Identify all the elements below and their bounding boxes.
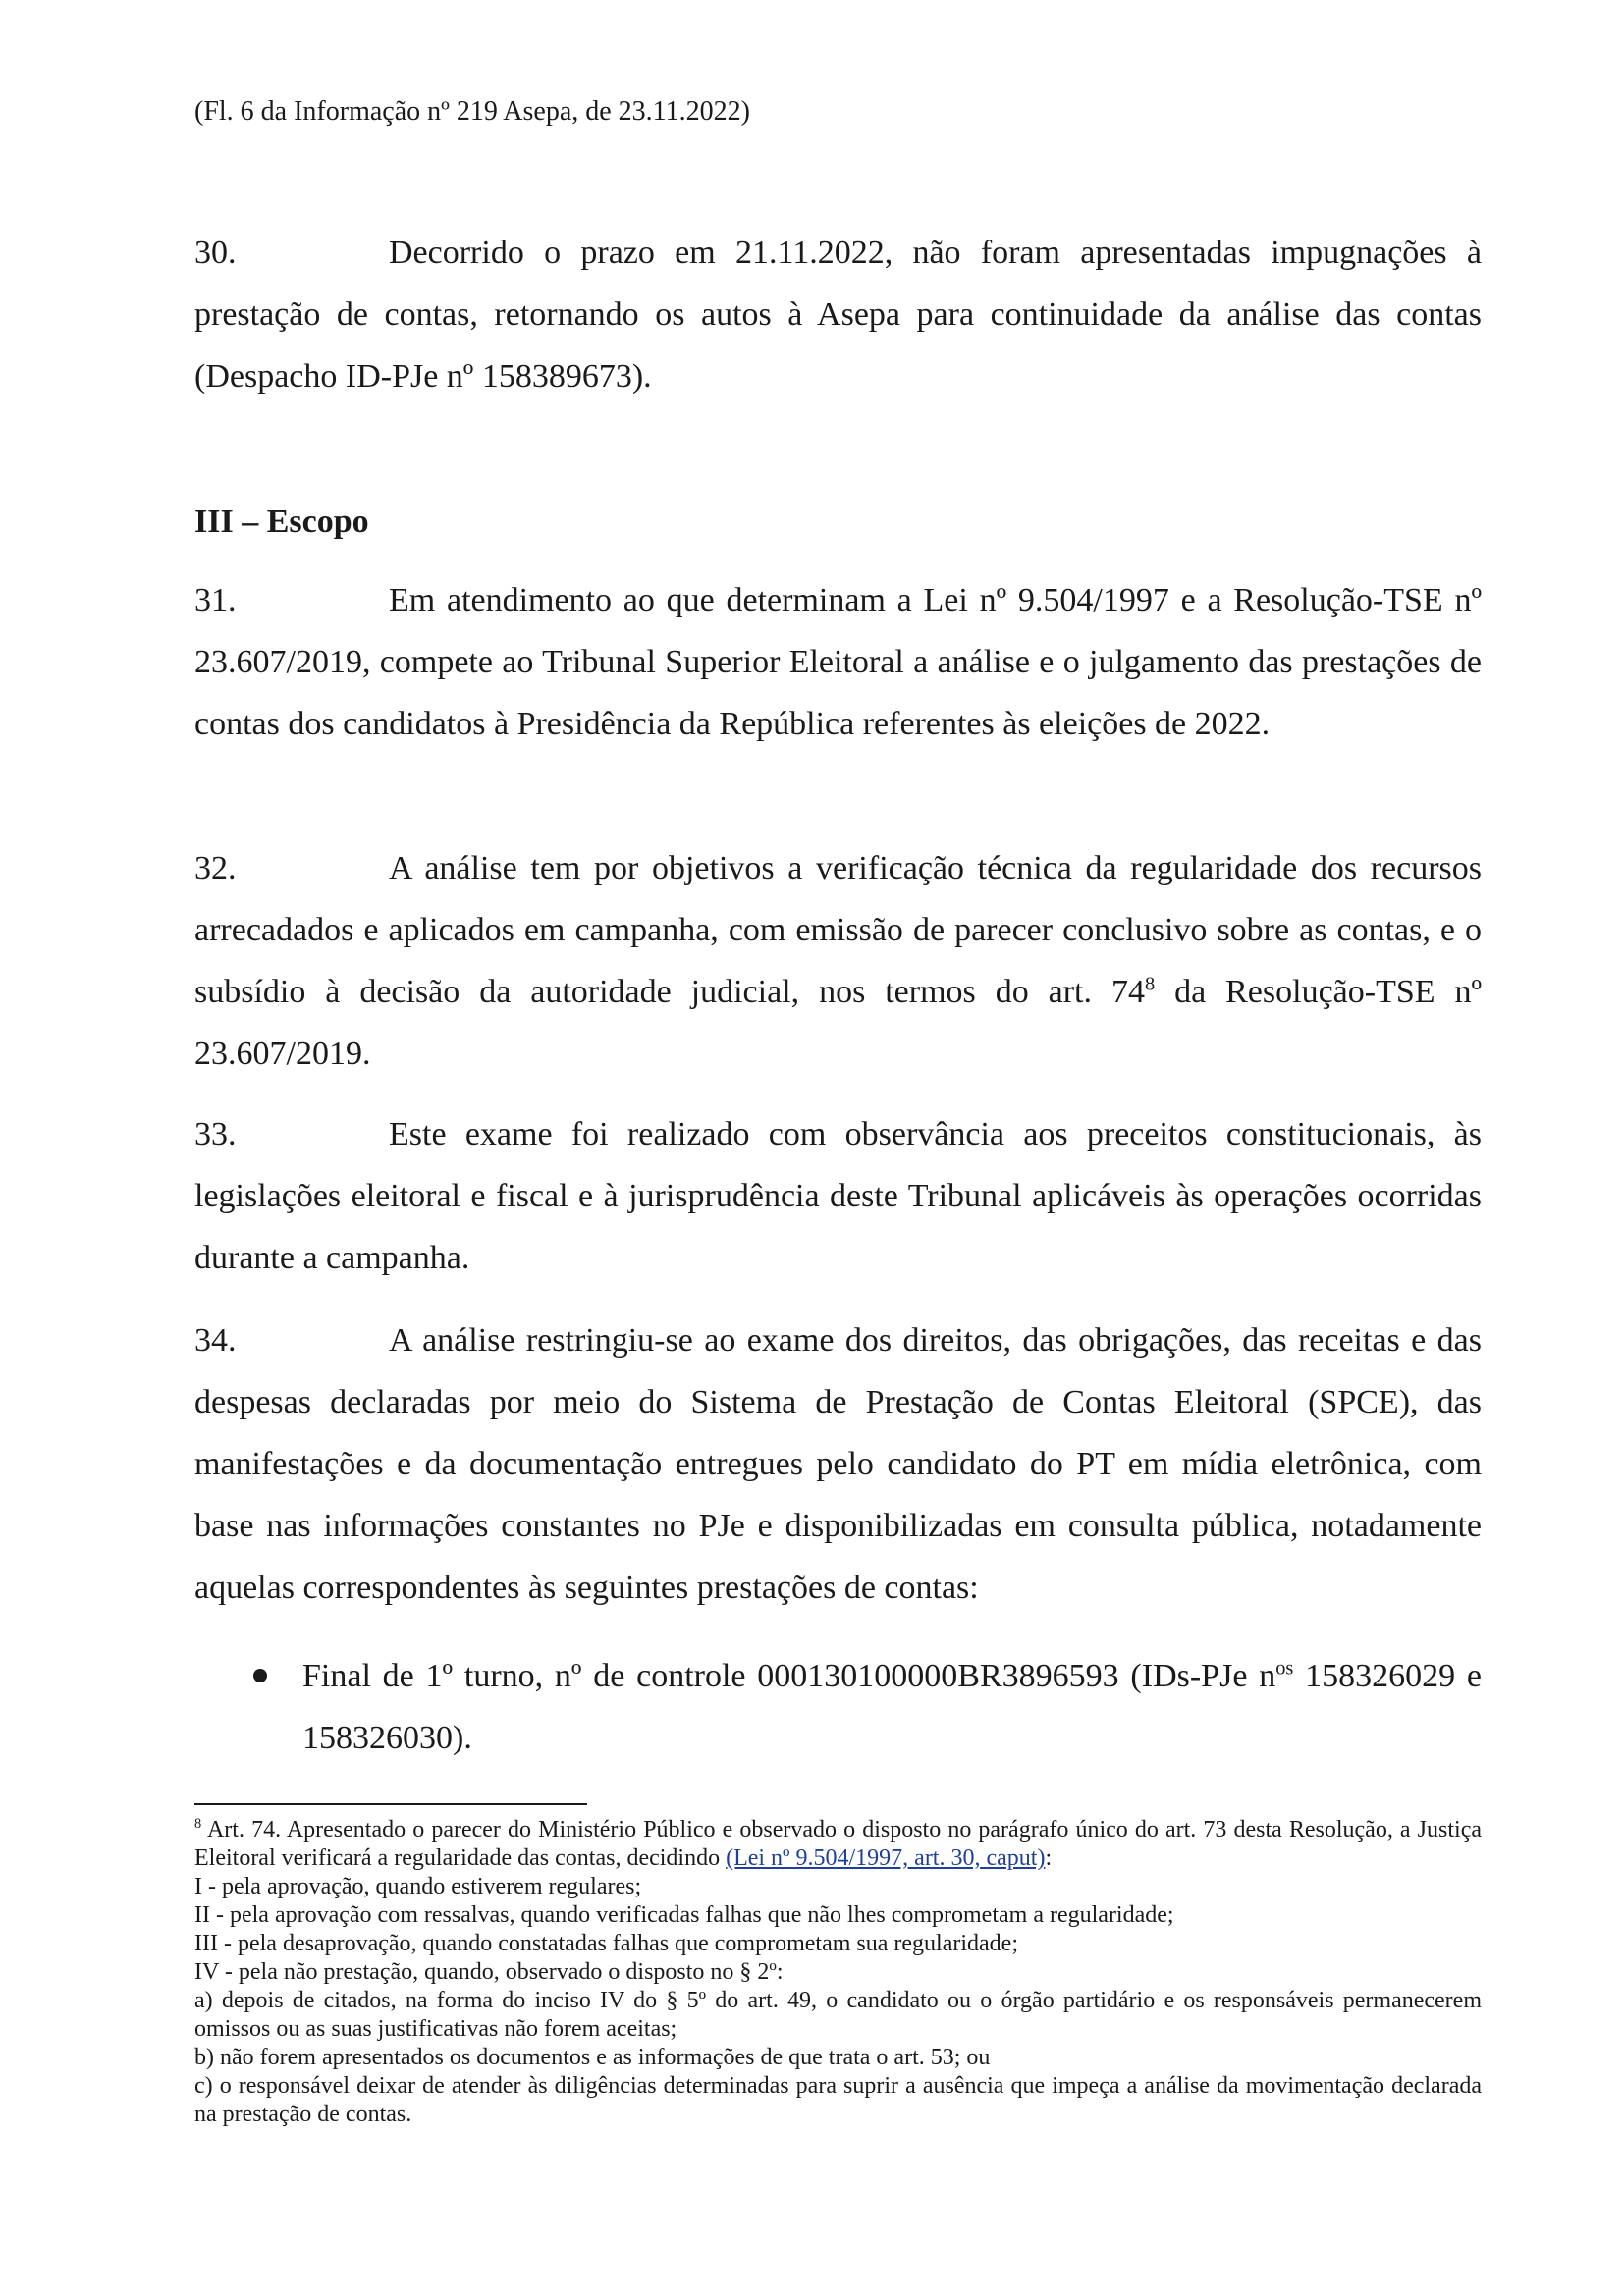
list-item-text-continued: 158326029 e 158326030). xyxy=(302,1658,1482,1756)
paragraph-number: 31. xyxy=(194,582,237,618)
paragraph-text: Este exame foi realizado com observância aos preceitos constitucionais, às legislações eleitoral e fiscal e à jurisprudência deste Tribunal aplicáveis às operações ocorridas durante a campanha. xyxy=(194,1116,1482,1276)
law-reference-link[interactable]: (Lei nº 9.504/1997, art. 30, caput) xyxy=(726,1845,1046,1871)
paragraph-30 xyxy=(194,222,1482,407)
superscript: os xyxy=(1275,1657,1294,1680)
footnote-reference[interactable]: 8 xyxy=(1144,973,1156,995)
paragraph-31 xyxy=(194,569,1482,755)
paragraph-text: A análise tem por objetivos a verificação técnica da regularidade dos recursos arrecadados e aplicados em campanha, com emissão de parecer conclusivo sobre as contas, e o subsídio à decisão da autoridade judicial, nos termos do art. 74 xyxy=(194,850,1482,1010)
footnote-marker: 8 xyxy=(194,1816,202,1832)
footnote-item: b) não forem apresentados os documentos e as informações de que trata o art. 53; ou xyxy=(194,2045,991,2070)
paragraph-text: A análise restringiu-se ao exame dos direitos, das obrigações, das receitas e das despesas declaradas por meio do Sistema de Prestação de Contas Eleitoral (SPCE), das manifestações e da documentação entregues pelo candidato do PT em mídia eletrônica, com base nas informações constantes no PJe e disponibilizadas em consulta pública, notadamente aquelas correspondentes às seguintes prestações de contas: xyxy=(194,1322,1482,1606)
paragraph-number: 30. xyxy=(194,235,237,271)
footnote-item: II - pela aprovação com ressalvas, quando verificadas falhas que não lhes comprometam a regularidade; xyxy=(194,1902,1174,1928)
list-item xyxy=(194,1645,1482,1769)
footnote-item: IV - pela não prestação, quando, observado o disposto no § 2º: xyxy=(194,1959,784,1985)
paragraph-text: Decorrido o prazo em 21.11.2022, não foram apresentadas impugnações à prestação de contas, retornando os autos à Asepa para continuidade da análise das contas (Despacho ID-PJe nº 158389673). xyxy=(194,235,1482,395)
footnote-item: c) o responsável deixar de atender às diligências determinadas para suprir a ausência que impeça a análise da movimentação declarada na prestação de contas. xyxy=(194,2073,1482,2127)
list-item-text: Final de 1º turno, nº de controle 000130100000BR3896593 (IDs-PJe n xyxy=(302,1658,1276,1694)
paragraph-number: 32. xyxy=(194,850,237,886)
paragraph-number: 33. xyxy=(194,1116,237,1152)
paragraph-34 xyxy=(194,1309,1482,1619)
footnote-item: a) depois de citados, na forma do inciso IV do § 5º do art. 49, o candidato ou o órgão partidário e os responsáveis permanecerem omissos ou as suas justificativas não forem aceitas; xyxy=(194,1988,1482,2042)
footnote-8 xyxy=(194,1816,1482,2129)
paragraph-number: 34. xyxy=(194,1322,237,1359)
section-heading: III – Escopo xyxy=(194,504,369,540)
footnote-text: Art. 74. Apresentado o parecer do Ministério Público e observado o disposto no parágrafo único do art. 73 desta Resolução, a Justiça Eleitoral verificará a regularidade das contas, decidindo xyxy=(194,1817,1482,1871)
footnote-text-end: : xyxy=(1045,1845,1053,1871)
paragraph-33 xyxy=(194,1103,1482,1289)
page-header: (Fl. 6 da Informação nº 219 Asepa, de 23.11.2022) xyxy=(194,96,750,127)
paragraph-text: Em atendimento ao que determinam a Lei nº 9.504/1997 e a Resolução-TSE nº 23.607/2019, compete ao Tribunal Superior Eleitoral a análise e o julgamento das prestações de contas dos candidatos à Presidência da República referentes às eleições de 2022. xyxy=(194,582,1482,742)
bullet-icon xyxy=(253,1669,267,1682)
paragraph-32 xyxy=(194,837,1482,1085)
footnote-divider xyxy=(194,1803,587,1805)
footnote-item: III - pela desaprovação, quando constatadas falhas que comprometam sua regularidade; xyxy=(194,1931,1018,1956)
paragraph-text-continued: da Resolução-TSE nº 23.607/2019. xyxy=(194,974,1482,1072)
footnote-item: I - pela aprovação, quando estiverem regulares; xyxy=(194,1874,642,1899)
